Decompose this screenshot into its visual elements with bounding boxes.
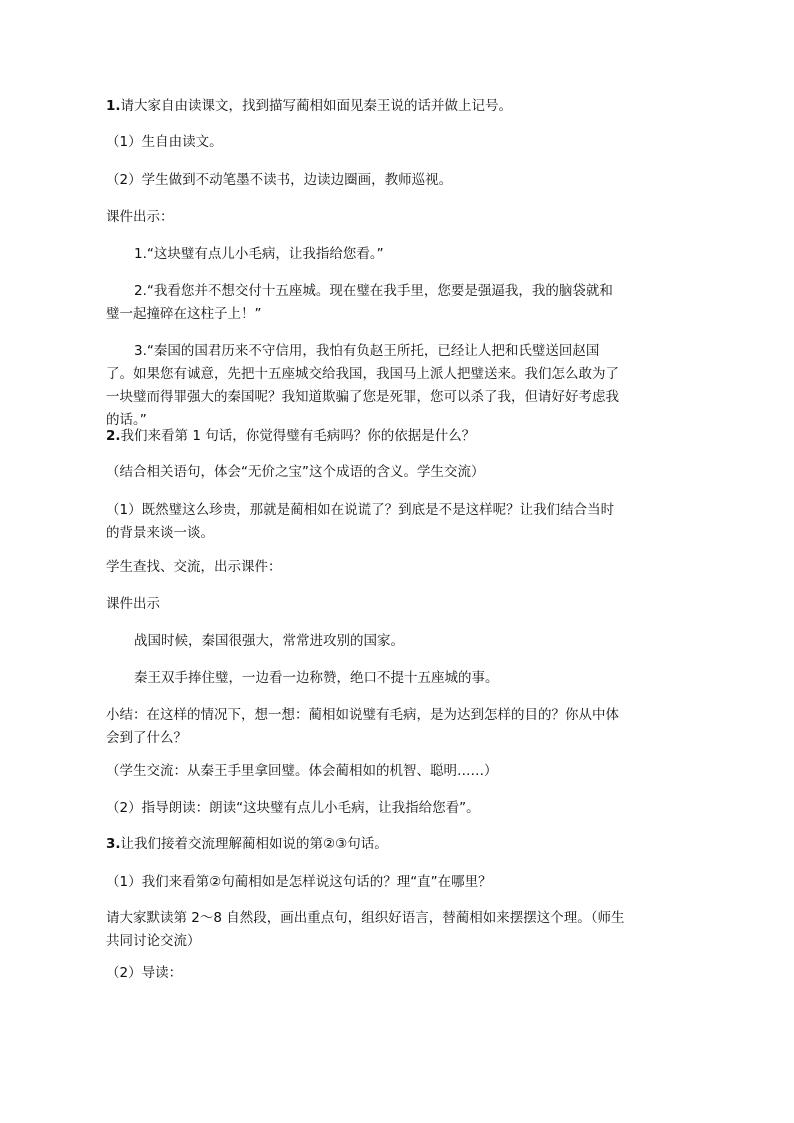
paragraph-5: 1.“这块璧有点儿小毛病，让我指给您看。” [134, 246, 384, 262]
paragraph-number: 2. [106, 428, 121, 444]
paragraph-4: 课件出示： [106, 209, 174, 225]
paragraph-number: 3. [106, 836, 121, 852]
paragraph-19: （1）我们来看第②句蔺相如是怎样说这句话的？理“直”在哪里？ [106, 874, 492, 890]
paragraph-text: 我们来看第 1 句话，你觉得璧有毛病吗？你的依据是什么？ [120, 428, 476, 444]
paragraph-text: 请大家自由读课文，找到描写蔺相如面见秦王说的话并做上记号。 [120, 98, 513, 114]
paragraph-text: 让我们接着交流理解蔺相如说的第②③句话。 [120, 836, 388, 852]
paragraph-number: 1. [106, 98, 121, 114]
paragraph-18 [106, 833, 626, 856]
paragraph-2: （1）生自由读文。 [106, 134, 223, 150]
paragraph-1 [106, 95, 626, 118]
paragraph-17: （2）指导朗读：朗读“这块璧有点儿小毛病，让我指给您看”。 [106, 800, 480, 816]
paragraph-16: （学生交流：从秦王手里拿回璧。体会蔺相如的机智、聪明……） [106, 763, 498, 779]
paragraph-12: 课件出示 [106, 596, 160, 612]
paragraph-9: （结合相关语句，体会“无价之宝”这个成语的含义。学生交流） [106, 464, 485, 480]
paragraph-10: （1）既然璧这么珍贵，那就是蔺相如在说谎了？到底是不是这样呢？让我们结合当时的背景来谈一谈。 [106, 502, 615, 541]
paragraph-13: 战国时候，秦国很强大，常常进攻别的国家。 [134, 633, 404, 649]
paragraph-8 [106, 425, 626, 448]
paragraph-14: 秦王双手捧住璧，一边看一边称赞，绝口不提十五座城的事。 [134, 670, 499, 686]
paragraph-11: 学生查找、交流，出示课件： [106, 559, 282, 575]
paragraph-7: 3.“秦国的国君历来不守信用，我怕有负赵王所托，已经让人把和氏璧送回赵国了。如果您有诚意，先把十五座城交给我国，我国马上派人把璧送来。我们怎么敢为了一块璧而得罪强大的秦国呢？我知道欺骗了您是死罪，您可以杀了我，但请好好考虑我的话。” [106, 343, 619, 428]
paragraph-6: 2.“我看您并不想交付十五座城。现在璧在我手里，您要是强逼我，我的脑袋就和璧一起撞碎在这柱子上！” [106, 283, 613, 322]
paragraph-3: （2）学生做到不动笔墨不读书，边读边圈画，教师巡视。 [106, 172, 453, 188]
paragraph-20: 请大家默读第 2～8 自然段，画出重点句，组织好语言，替蔺相如来摆摆这个理。（师生共同讨论交流） [106, 910, 625, 949]
paragraph-15: 小结：在这样的情况下，想一想：蔺相如说璧有毛病，是为达到怎样的目的？你从中体会到了什么？ [106, 707, 619, 746]
paragraph-21: （2）导读： [106, 965, 183, 981]
